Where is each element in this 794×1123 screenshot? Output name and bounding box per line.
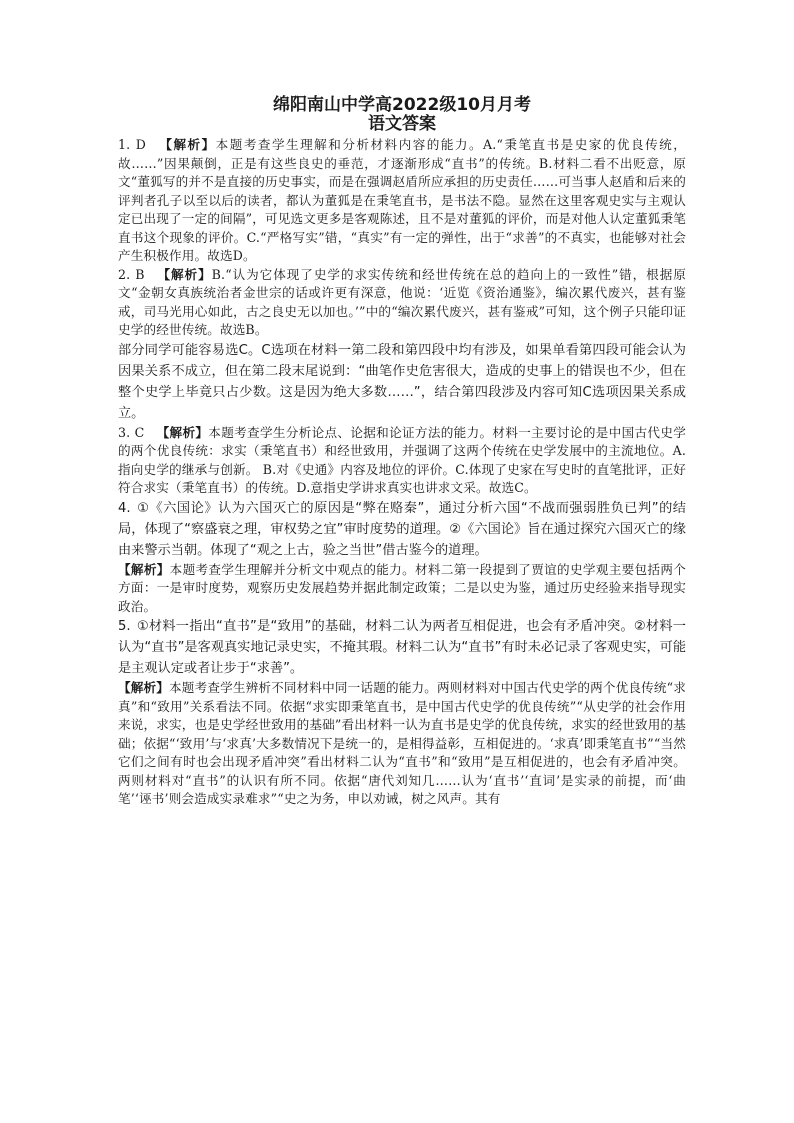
answer-number: 3. C — [118, 424, 145, 440]
analysis-5 — [118, 679, 686, 809]
document-subtitle: 语文答案 — [368, 114, 436, 134]
answer-sheet — [118, 96, 686, 809]
answer-number: 4. — [118, 500, 131, 516]
answer-number: 5. — [118, 619, 131, 634]
answer-text: B.“认为它体现了史学的求实传统和经世传统在总的趋向上的一致性”错，根据原文“金朝女真族统治者金世宗的话或许更有深意，他说：‘近览《资治通鉴》，编次累代废兴，甚有鉴戒，司马光用心如此，古之良史无以加也。’”中的“编次累代废兴，甚有鉴戒”可知，这个例子只能印证史学的经世传统。故选B。 — [118, 266, 686, 337]
answer-4 — [118, 498, 686, 561]
analysis-text: 本题考查学生辨析不同材料中同一话题的能力。两则材料对中国古代史学的两个优良传统“求真”和“致用”关系看法不同。依据“求实即秉笔直书，是中国古代史学的优良传统”“从史学的社会作用来说，求实，也是史学经世致用的基础”看出材料一认为直书是史学的优良传统，求实的经世致用的基础；依据“‘致用’与‘求真’大多数情况下是统一的，是相得益彰，互相促进的。‘求真’即秉笔直书”“当然它们之间有时也会出现矛盾冲突”看出材料二认为“直书”和“致用”是互相促进的，也会有矛盾冲突。两则材料对“直书”的认识有所不同。依据“唐代刘知几……认为‘直书’‘直词’是实录的前提，而‘曲笔’‘诬书’则会造成实录难求”“史之为务，申以劝诫，树之风声。其有 — [118, 680, 686, 806]
analysis-tag: 【解析】 — [156, 424, 209, 440]
answer-number: 1. D — [118, 137, 147, 152]
analysis-tag: 【解析】 — [118, 561, 170, 577]
analysis-tag: 【解析】 — [158, 137, 216, 152]
answer-text: 本题考查学生理解和分析材料内容的能力。A.“秉笔直书是史家的优良传统，故……”因果颠倒，正是有这些良史的垂范，才逐渐形成“直书”的传统。B.材料二看不出贬意，原文“董狐写的并不是直接的历史事实，而是在强调赵盾所应承担的历史责任……可当事人赵盾和后来的评判者孔子以至以后的读者，都认为董狐是在秉笔直书，是书法不隐。显然在这里客观史实与主观认定已出现了一定的间隔”，可见选文更多是客观陈述，且不是对董狐的评价，而是对他人认定董狐秉笔直书这个现象的评价。C.“严格写实”错，“真实”有一定的弹性，出于“求善”的不真实，也能够对社会产生积极作用。故选D。 — [118, 137, 686, 263]
answer-text: 本题考查学生分析论点、论据和论证方法的能力。材料一主要讨论的是中国古代史学的两个优良传统：求实（秉笔直书）和经世致用，并强调了这两个传统在史学发展中的主流地位。A.指向史学的继承与创新。 B.对《史通》内容及地位的评价。C.体现了史家在写史时的直笔批评，正好符合求实（秉笔直书）的传统。D.意指史学讲求真实也讲求文采。故选C。 — [118, 424, 686, 495]
analysis-tag: 【解析】 — [156, 266, 212, 282]
answer-3 — [118, 424, 686, 498]
answer-2 — [118, 266, 686, 340]
answer-5 — [118, 616, 686, 679]
document-title: 绵阳南山中学高2022级10月月考 — [273, 95, 531, 115]
answer-text: ①《六国论》认为六国灭亡的原因是“弊在赂秦”，通过分析六国“不战而强弱胜负已判”的结局，体现了“察盛衰之理，审权势之宜”审时度势的道理。②《六国论》旨在通过探究六国灭亡的缘由来警示当朝。体现了“观之上古，验之当世”借古鉴今的道理。 — [118, 500, 686, 558]
answer-1 — [118, 136, 686, 266]
answer-2-note: 部分同学可能容易选C。C选项在材料一第二段和第四段中均有涉及，如果单看第四段可能会认为因果关系不成立，但在第二段末尾说到：“曲笔作史危害很大，造成的史事上的错误也不少，但在整个史学上毕竟只占少数。这是因为绝大多数……”，结合第四段涉及内容可知C选项因果关系成立。 — [118, 342, 686, 421]
analysis-text: 本题考查学生理解并分析文中观点的能力。材料二第一段提到了贾谊的史学观主要包括两个方面：一是审时度势，观察历史发展趋势并据此制定政策；二是以史为鉴，通过历史经验来指导现实政治。 — [118, 561, 686, 614]
answer-text: ①材料一指出“直书”是“致用”的基础，材料二认为两者互相促进，也会有矛盾冲突。②材料一认为“直书”是客观真实地记录史实，不掩其瑕。材料二认为“直书”有时未必记录了客观史实，可能是主观认定或者让步于“求善”。 — [118, 619, 687, 676]
analysis-4 — [118, 561, 686, 617]
answer-number: 2. B — [118, 266, 145, 282]
analysis-tag: 【解析】 — [118, 680, 170, 695]
